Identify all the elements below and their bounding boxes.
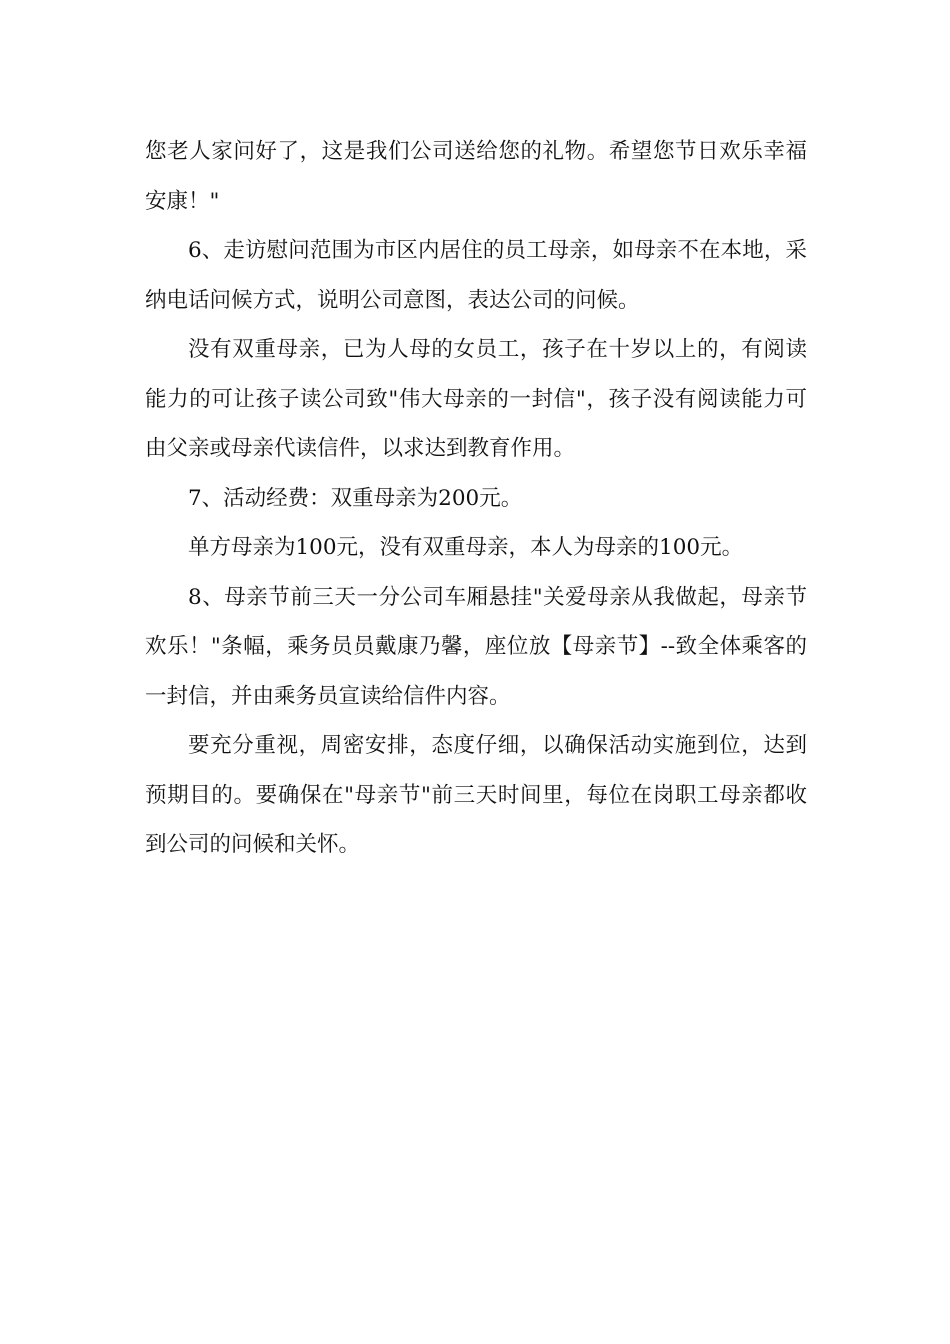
paragraph-closing: 要充分重视，周密安排，态度仔细，以确保活动实施到位，达到预期目的。要确保在"母亲节"前三天时间里，每位在岗职工母亲都收到公司的问候和关怀。 xyxy=(145,733,807,857)
paragraph-greeting-end: 您老人家问好了，这是我们公司送给您的礼物。希望您节日欢乐幸福安康！" xyxy=(145,139,807,214)
paragraph-reading-letter: 没有双重母亲，已为人母的女员工，孩子在十岁以上的，有阅读能力的可让孩子读公司致"伟大母亲的一封信"，孩子没有阅读能力可由父亲或母亲代读信件，以求达到教育作用。 xyxy=(145,337,807,461)
paragraph-single-mother-fee: 单方母亲为100元，没有双重母亲，本人为母亲的100元。 xyxy=(188,535,744,560)
paragraph-item-7: 7、活动经费：双重母亲为200元。 xyxy=(188,485,523,511)
document-body xyxy=(145,127,807,870)
paragraph-item-6: 6、走访慰问范围为市区内居住的员工母亲，如母亲不在本地，采纳电话问候方式，说明公司意图，表达公司的问候。 xyxy=(145,238,807,313)
paragraph-item-8: 8、母亲节前三天一分公司车厢悬挂"关爱母亲从我做起，母亲节欢乐！"条幅，乘务员员戴康乃馨，座位放【母亲节】--致全体乘客的一封信，并由乘务员宣读给信件内容。 xyxy=(145,584,807,709)
